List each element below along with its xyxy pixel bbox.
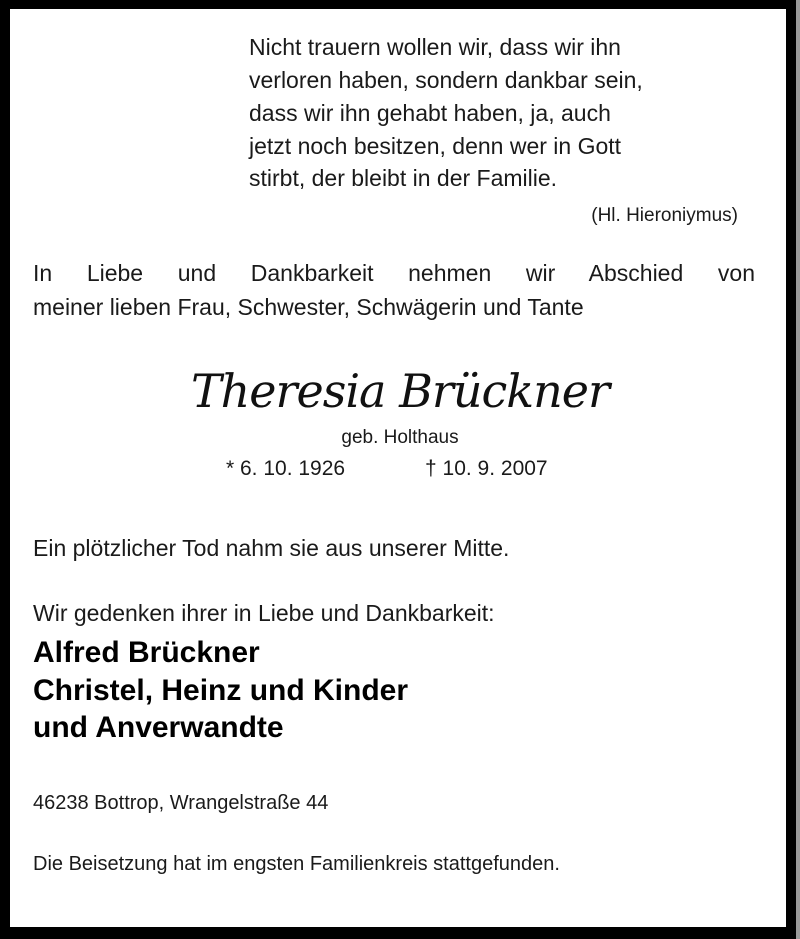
death-date: † 10. 9. 2007 (425, 457, 548, 480)
funeral-note: Die Beisetzung hat im engsten Familienkreis stattgefunden. (33, 853, 560, 875)
life-dates (0, 458, 800, 482)
quote-line: stirbt, der bleibt in der Familie. (249, 165, 558, 191)
quote-line: dass wir ihn gehabt haben, ja, auch (249, 100, 611, 126)
maiden-name: geb. Holthaus (341, 427, 459, 448)
death-message: Ein plötzlicher Tod nahm sie aus unserer Mitte. (33, 535, 510, 561)
deceased-name: Theresia Brückner (190, 364, 609, 418)
quote-line: verloren haben, sondern dankbar sein, (249, 67, 643, 93)
mourner-name: und Anverwandte (33, 711, 284, 744)
mourner-name: Alfred Brückner (33, 636, 260, 669)
birth-date: * 6. 10. 1926 (226, 457, 346, 480)
quote-line: Nicht trauern wollen wir, dass wir ihn (249, 34, 621, 60)
family-address: 46238 Bottrop, Wrangelstraße 44 (33, 792, 329, 814)
remembrance-intro: Wir gedenken ihrer in Liebe und Dankbarkeit: (33, 600, 495, 626)
quote-line: jetzt noch besitzen, denn wer in Gott (249, 133, 622, 159)
mourner-name: Christel, Heinz und Kinder (33, 674, 409, 707)
quote-attribution: (Hl. Hieroniymus) (591, 205, 738, 226)
intro-line: meiner lieben Frau, Schwester, Schwägerin und Tante (33, 294, 584, 320)
intro-line: In Liebe und Dankbarkeit nehmen wir Abschied von (33, 260, 755, 286)
